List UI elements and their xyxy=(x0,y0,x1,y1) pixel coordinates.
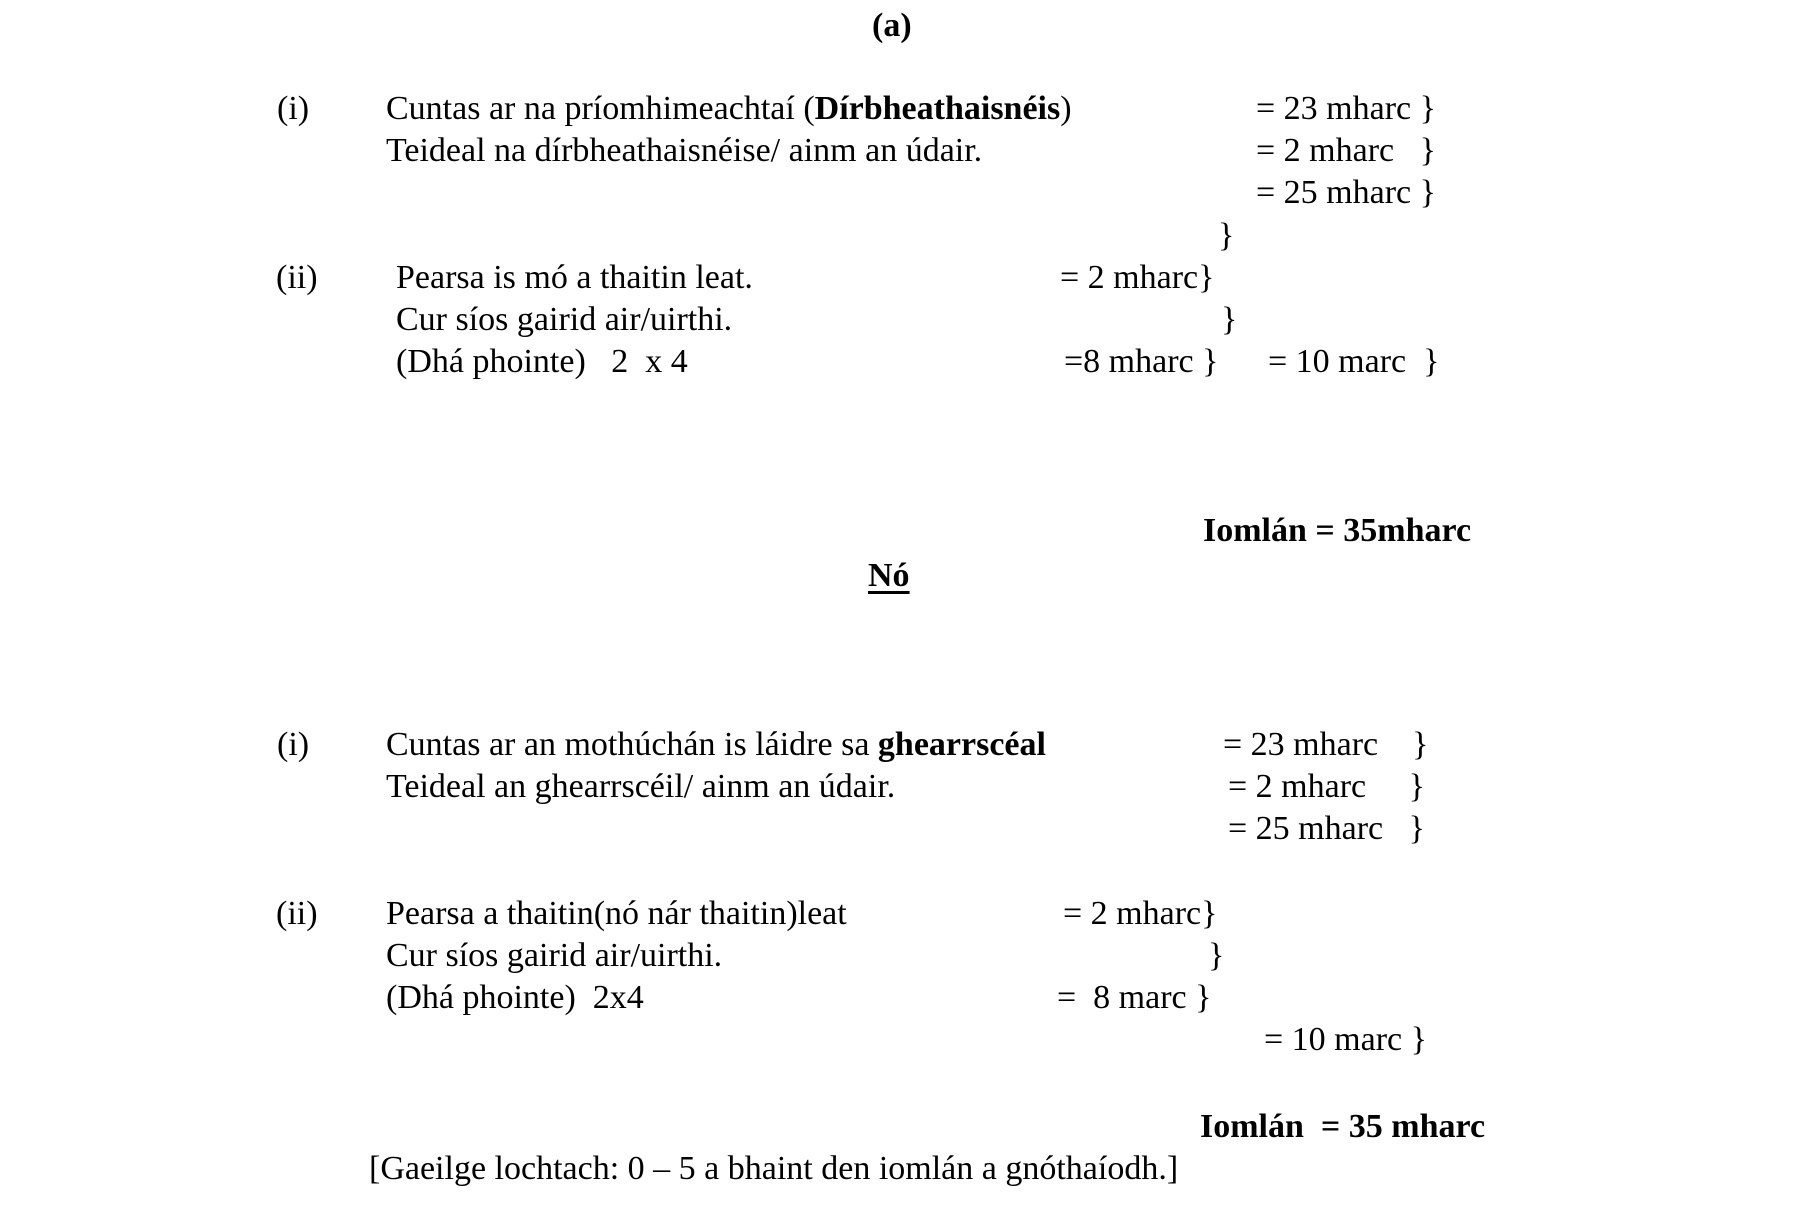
part-i-line-1 xyxy=(386,88,1072,130)
part-ii-label: (ii) xyxy=(276,259,318,296)
part-ii-subtotal-mark: = 10 marc } xyxy=(1268,343,1440,380)
section-2-total: Iomlán = 35 mharc xyxy=(1200,1108,1486,1145)
footnote: [Gaeilge lochtach: 0 – 5 a bhaint den iomlán a gnóthaíodh.] xyxy=(369,1150,1179,1187)
brace: } xyxy=(1208,937,1225,974)
part-ii-line-3: (Dhá phointe) 2x4 xyxy=(386,979,644,1016)
part-i-label: (i) xyxy=(277,90,310,127)
part-i-line-1-mark: = 23 mharc } xyxy=(1256,90,1436,127)
part-i-line-2-mark: = 2 mharc } xyxy=(1256,132,1436,169)
or-separator: Nó xyxy=(868,557,910,594)
part-i-line-2-mark: = 2 mharc } xyxy=(1228,768,1425,805)
part-i-subtotal-mark: = 25 mharc } xyxy=(1228,810,1425,847)
part-ii-line-3-mark: = 8 marc } xyxy=(1057,979,1212,1016)
part-i-line-2: Teideal an ghearrscéil/ ainm an údair. xyxy=(386,768,896,805)
part-ii-subtotal-mark: = 10 marc } xyxy=(1264,1021,1427,1058)
text: ) xyxy=(1060,90,1072,127)
part-ii-line-1-mark: = 2 mharc} xyxy=(1060,259,1215,296)
text: Cuntas ar na príomhimeachtaí ( xyxy=(386,90,815,127)
brace: } xyxy=(1218,217,1235,254)
text: Cuntas ar an mothúchán is láidre sa xyxy=(386,726,878,763)
part-ii-line-2: Cur síos gairid air/uirthi. xyxy=(396,301,733,338)
part-ii-line-3: (Dhá phointe) 2 x 4 xyxy=(396,343,688,380)
part-i-label: (i) xyxy=(277,726,310,763)
part-i-line-2: Teideal na dírbheathaisnéise/ ainm an údair. xyxy=(386,132,983,169)
part-ii-line-1: Pearsa is mó a thaitin leat. xyxy=(396,259,753,296)
bold-term: Dírbheathaisnéis xyxy=(814,90,1061,127)
part-ii-line-3-mark: =8 mharc } xyxy=(1064,343,1219,380)
part-ii-line-2: Cur síos gairid air/uirthi. xyxy=(386,937,723,974)
part-ii-line-1-mark: = 2 mharc} xyxy=(1063,895,1218,932)
part-i-subtotal-mark: = 25 mharc } xyxy=(1256,174,1436,211)
brace: } xyxy=(1221,301,1238,338)
part-i-line-1-mark: = 23 mharc } xyxy=(1223,726,1429,763)
bold-term: ghearrscéal xyxy=(877,726,1046,763)
section-heading: (a) xyxy=(872,7,912,44)
part-i-line-1 xyxy=(386,724,1046,766)
part-ii-label: (ii) xyxy=(276,895,318,932)
part-ii-line-1: Pearsa a thaitin(nó nár thaitin)leat xyxy=(386,895,847,932)
section-1-total: Iomlán = 35mharc xyxy=(1203,512,1472,549)
